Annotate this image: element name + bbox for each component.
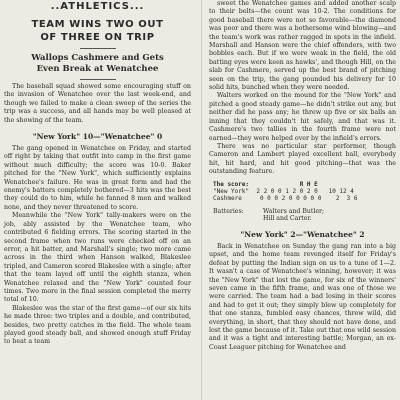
game2-paragraph-1: sweet the Wenatchee games and added another scalp to their belts—the count was 10-2. The conditions for good baseball there were not so favorable—the diamond was poor and there was a bothersome wind blowing—and the team's work was rather ragged in spots in the infield. Marshall and Hanson were the chief offenders, with two bobbles each. But if we were weak in the field, the old batting eyes were keen as hawks', and though Hill, on the slab for Cashmere, served up the best brand of pitching seen on the trip, the gang pounded his delivery for 10 solid hits, bunched when they were needed. [209, 0, 396, 92]
headline-line-2: OF THREE ON TRIP [40, 32, 155, 43]
game3-paragraph-1: Back in Wenatchee on Sunday the gang ran into a big upset, and the home team revenged itself for Friday's defeat by putting the Indian sign on us to a tune of 1—2. It wasn't a case of Wenatchee's winning, however; it was the "New York" that lost the game, for six of the winners' seven came in the fifth frame, and was one of those we were carried. The team had a bad losing in their scores and had to get it out; they simply blew up completely for that one stanza, fumbled easy chances, threw wild, did everything, in short, that they should not have done, and lost the game because of it. Take out that one wild session and it was a tight and interesting battle; Morgan, an ex-Coast Leaguer pitching for Wenatchee and [209, 242, 396, 351]
right-column [209, 0, 396, 352]
subheadline-line-2: Even Break at Wenatchee [36, 64, 159, 74]
box-score-row-cashmere: Cashmere 0 0 0 2 0 0 0 0 0 2 3 6 [213, 195, 358, 203]
batteries-names [263, 208, 324, 223]
batteries-line-2: Hill and Carter. [263, 215, 312, 223]
left-column [4, 0, 191, 347]
headline-line-1: TEAM WINS TWO OUT [31, 19, 164, 30]
batteries [213, 208, 396, 223]
game1-paragraph-1: The gang opened in Wenatchee on Friday, and started off right by taking that outfit into camp in the first game without much difficulty; the score was 10-0. Baker pitched for the "New York", which sufficiently explains Wenatchee's failure. He was in great form and had the enemy's batters completely bothered—3 hits was the best they could do to him, while he fanned 8 men and walked none, and they never threatened to score. [4, 145, 191, 211]
game1-paragraph-3: Blakeslee was the star of the first game—of our six hits he made three: two triples and a double, and contributed, besides, two pretty catches in the field. The whole team played good steady ball, and showed enough stuff Friday to beat a team [4, 304, 191, 346]
section-kicker: ..ATHLETICS... [50, 1, 145, 12]
column-rule [201, 0, 202, 400]
batteries-label: Batteries: [213, 207, 244, 215]
game1-title: "New York" 10—"Wenatchee" 0 [32, 132, 163, 142]
intro-paragraph: The baseball squad showed some encouraging stuff on the invasion of Wenatchee over the last week-end, and though we failed to make a clean sweep of the series the trip was a success, and all hands may be well pleased at the showing of the team. [4, 83, 191, 124]
batteries-line-1: Walters and Butler; [263, 207, 325, 215]
game1-paragraph-2: Meanwhile the "New York" tally-makers were on the job, ably assisted by the Wenatchee team, who contributed 6 fielding errors. The scoring started in the second frame when two runs were checked off on an error, a hit batter, and Marshall's single; two more came across in the third when Hanson walked, Blakeslee tripled, and Cameron scored Blakeslee with a single; after that the team layed off until the eighth stanza, when Wenatchee relaxed and the "New York" counted four times. Two more in the final session completed the merry total of 10. [4, 212, 191, 304]
headline-divider [80, 48, 116, 49]
deck-divider [80, 79, 116, 80]
headline [4, 18, 191, 44]
game3-title: "New York" 2—"Wenatchee" 2 [240, 229, 365, 239]
subheadline-line-1: Wallops Cashmere and Gets [31, 53, 164, 63]
box-score-header: The score: R H E [213, 180, 318, 188]
box-score-row-new-york: "New York" 2 2 0 0 1 2 0 2 0 10 12 4 [213, 187, 354, 195]
box-score [213, 181, 396, 203]
subheadline [4, 53, 191, 75]
game2-paragraph-3: There was no particular star performer, though Cameron and Lambert played excellent ball, everybody hit, hit hard, and hit good pitching—that was the outstanding feature. [209, 142, 396, 176]
game2-paragraph-2: Walters worked on the mound for the "New York" and pitched a good steady game—he didn't strike out any, but neither did he pass any; he threw up five or six balls an inning that they couldn't hit safely, and that was it. Cashmere's two tallies in the fourth frame were not earned—they were helped over by the infield's errors. [209, 92, 396, 142]
